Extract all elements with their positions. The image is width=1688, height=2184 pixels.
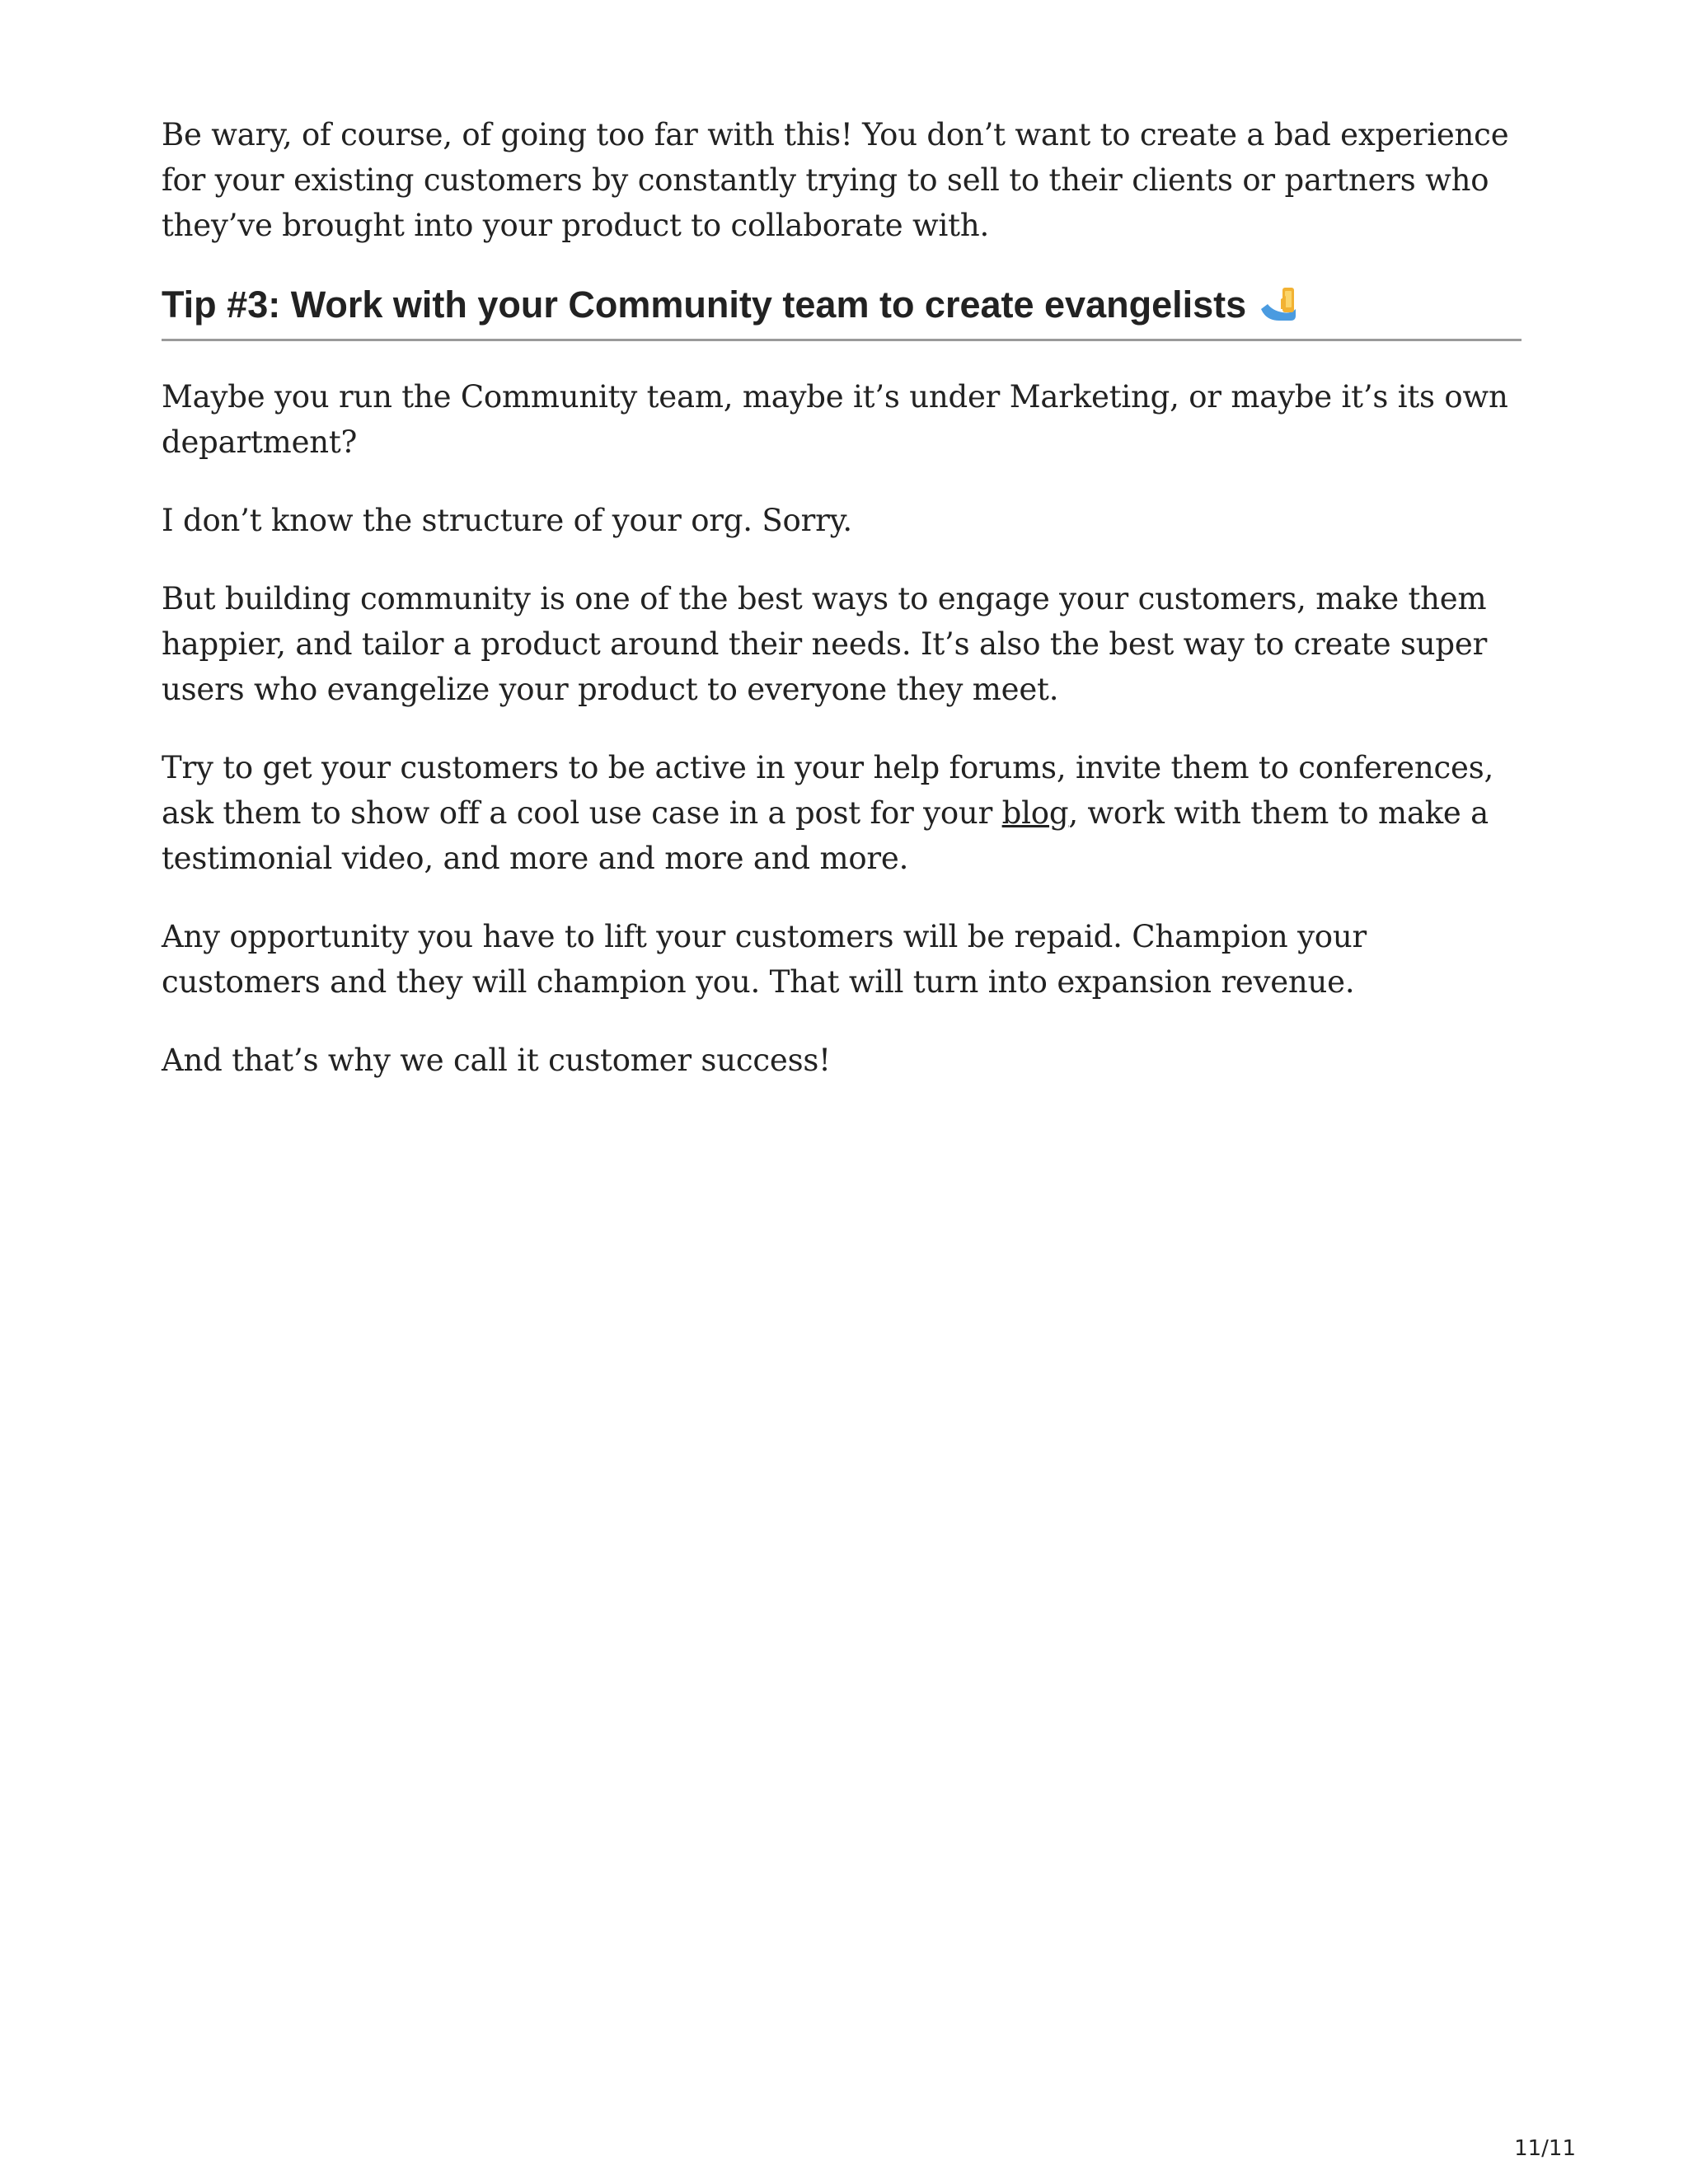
paragraph-6: And that’s why we call it customer success!: [162, 1043, 831, 1078]
article-body: [162, 112, 1522, 1116]
paragraph-1: Maybe you run the Community team, maybe it’s under Marketing, or maybe it’s its own department?: [162, 379, 1508, 460]
paragraph-4: [162, 745, 1522, 881]
blog-link[interactable]: blog: [1001, 795, 1069, 831]
paragraph-3: But building community is one of the best ways to engage your customers, make them happier, and tailor a product around their needs. It’s also the best way to create super users who evangelize your product to everyone they meet.: [162, 581, 1488, 707]
paragraph-5: Any opportunity you have to lift your customers will be repaid. Champion your customers and they will champion you. That will turn into expansion revenue.: [162, 919, 1367, 1000]
selfie-emoji-icon: [1258, 284, 1302, 326]
paragraph-2: I don’t know the structure of your org. Sorry.: [162, 503, 852, 538]
page-number: 11/11: [1514, 2136, 1576, 2161]
section-heading-text: Tip #3: Work with your Community team to create evangelists: [162, 284, 1247, 326]
paragraph-4-text-start: Try to get your customers to be active in your help forums, invite them to conferences, ask them to show off a cool use case in a post for your: [162, 750, 1494, 831]
intro-paragraph: Be wary, of course, of going too far with this! You don’t want to create a bad experience for your existing customers by constantly trying to sell to their clients or partners who they’ve brought into your product to collaborate with.: [162, 117, 1509, 243]
paragraph-4-text-end: , work with them to make a testimonial video, and more and more and more.: [162, 795, 1489, 876]
section-heading: [162, 281, 1522, 341]
